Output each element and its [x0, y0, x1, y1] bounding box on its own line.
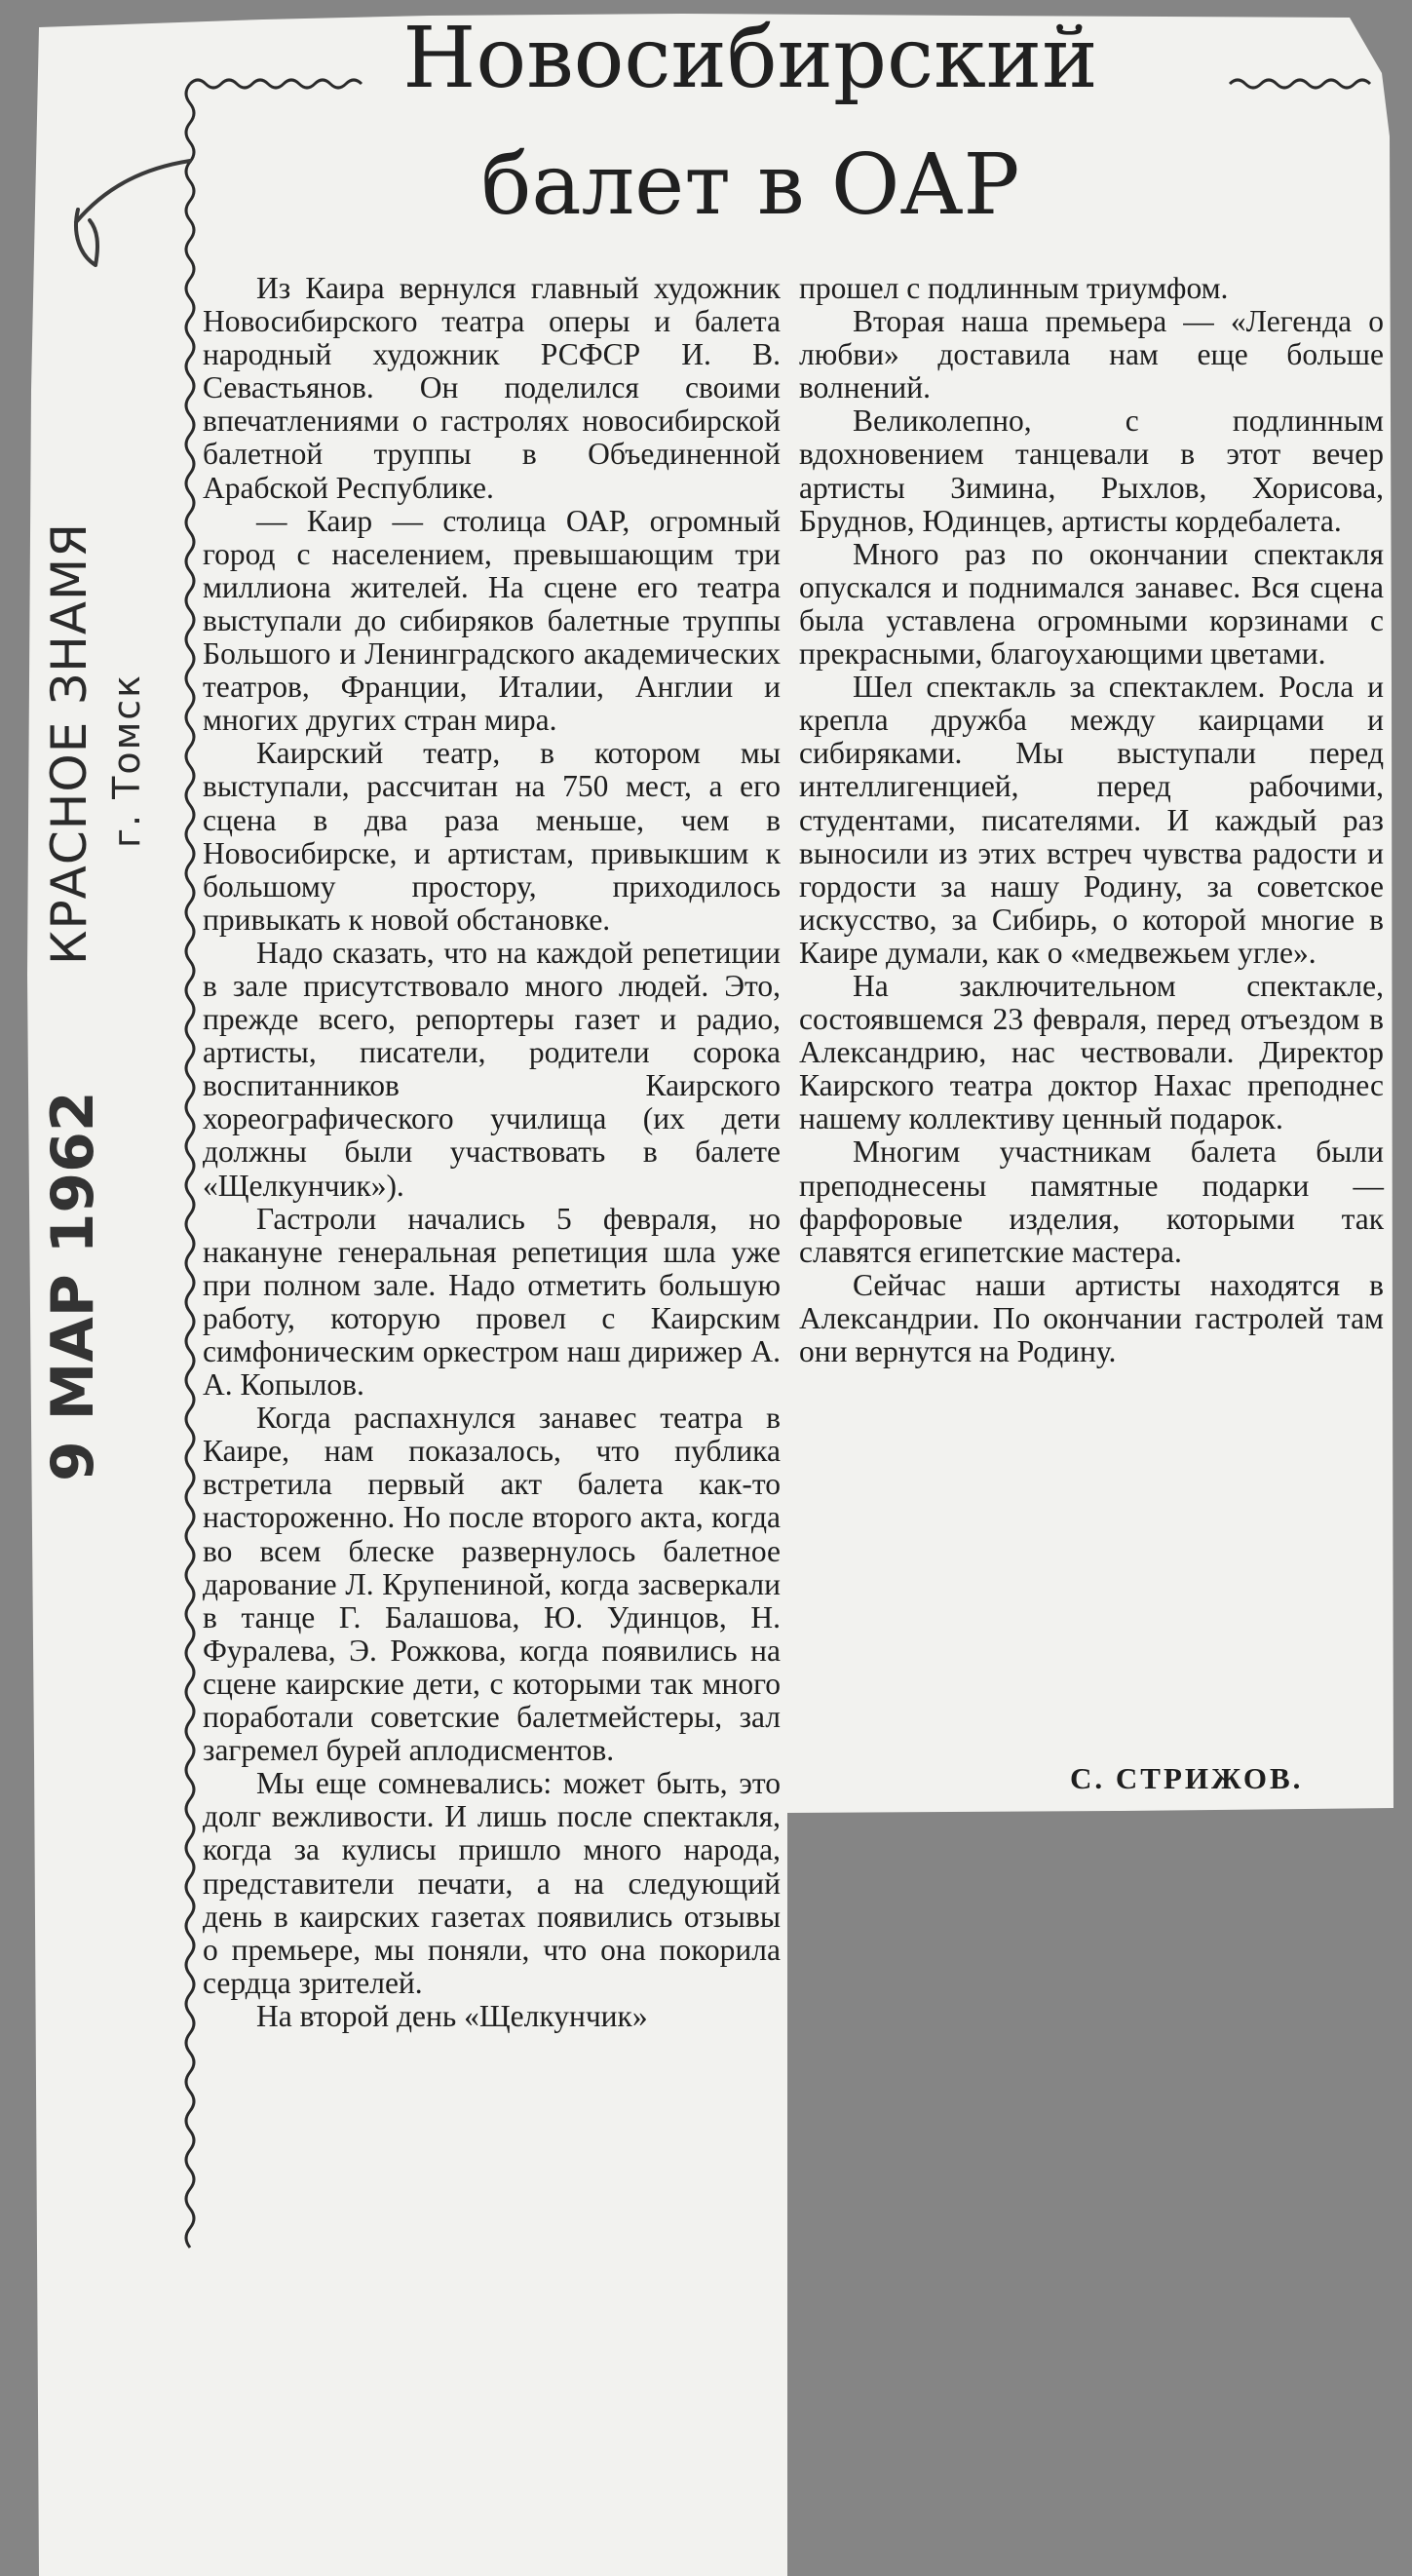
article-paragraph: Каирский театр, в котором мы выступали, рассчитан на 750 мест, а его сцена в два раза меньше, чем в Новосибирске, и артистам, привыкшим к большому простору, приходилось привыкать к новой обстановке.: [203, 736, 781, 937]
city-stamp: г. Томск: [105, 673, 148, 848]
article-paragraph: Из Каира вернулся главный художник Новосибирского театра оперы и балета народный художник РСФСР И. В. Севастьянов. Он поделился своими впечатлениями о гастролях новосибирской балетной труппы в Объединенной Арабской Республике.: [203, 271, 781, 505]
article-paragraph-continued: прошел с подлинным триумфом.: [799, 271, 1229, 305]
article-paragraph: Сейчас наши артисты находятся в Александрии. По окончании гастролей там они вернутся на Родину.: [799, 1267, 1384, 1368]
article-paragraph: Вторая наша премьера — «Легенда о любви» доставила нам еще больше волнений.: [799, 304, 1384, 405]
article-paragraph: Мы еще сомневались: может быть, это долг вежливости. И лишь после спектакля, когда за кулисы пришло много народа, представители печати, а на следующий день в каирских газетах появились отзывы о премьере, мы поняли, что она покорила сердца зрителей.: [203, 1766, 781, 2000]
article-column-left: [203, 272, 781, 2033]
article-paragraph: На второй день «Щелкунчик»: [256, 1998, 648, 2033]
article-paragraph: — Каир — столица ОАР, огромный город с населением, превышающим три миллиона жителей. На сцене его театра выступали до сибиряков балетные труппы Большого и Ленинградского академических театров, Франции, Италии, Англии и многих других стран мира.: [203, 503, 781, 738]
article-paragraph: Когда распахнулся занавес театра в Каире, нам показалось, что публика встретила первый акт балета как-то настороженно. Но после второго акта, когда во всем блеске развернулось балетное дарование Л. Крупениной, когда засверкали в танце Г. Балашова, Ю. Удинцов, Н. Фуралева, Э. Рожкова, когда появились на сцене каирские дети, с которыми так много поработали советские балетмейстеры, зал загремел бурей аплодисментов.: [203, 1401, 781, 1768]
article-paragraph: Много раз по окончании спектакля опускался и поднимался занавес. Вся сцена была уставлена огромными корзинами с прекрасными, благоухающими цветами.: [799, 536, 1384, 672]
headline-line-1: Новосибирский: [402, 10, 1098, 107]
article-paragraph: На заключительном спектакле, состоявшемся 23 февраля, перед отъездом в Александрию, нас чествовали. Директор Каирского театра доктор Нахас преподнес нашему коллективу ценный подарок.: [799, 968, 1384, 1136]
headline-line-2: балет в ОАР: [480, 136, 1020, 234]
article-paragraph: Многим участникам балета были преподнесены памятные подарки — фарфоровые изделия, которыми так славятся египетские мастера.: [799, 1134, 1384, 1269]
article-paragraph: Великолепно, с подлинным вдохновением танцевали в этот вечер артисты Зимина, Рыхлов, Хорисова, Бруднов, Юдинцев, артисты кордебалета.: [799, 404, 1384, 538]
article-paragraph: Шел спектакль за спектаклем. Росла и крепла дружба между каирцами и сибиряками. Мы выступали перед интеллигенцией, перед рабочими, студентами, писателями. И каждый раз выносили из этих встреч чувства радости и гордости за нашу Родину, за советское искусство, за Сибирь, о которой многие в Каире думали, как о «медвежьем угле».: [799, 670, 1384, 970]
newspaper-stamp: КРАСНОЕ ЗНАМЯ: [41, 522, 97, 965]
author-signature: С. СТРИЖОВ.: [1070, 1761, 1304, 1795]
date-stamp: 9 МАР 1962: [39, 1091, 107, 1481]
article-paragraph: Надо сказать, что на каждой репетиции в зале присутствовало много людей. Это, прежде всего, репортеры газет и радио, артисты, писатели, родители сорока воспитанников Каирского хореографического училища (их дети должны были участвовать в балете «Щелкунчик»).: [203, 935, 781, 1203]
article-paragraph: Гастроли начались 5 февраля, но накануне генеральная репетиция шла уже при полном зале. Надо отметить большую работу, которую провел с Каирским симфоническим оркестром наш дирижер А. А. Копылов.: [203, 1201, 781, 1403]
article-column-right: [799, 272, 1384, 1368]
